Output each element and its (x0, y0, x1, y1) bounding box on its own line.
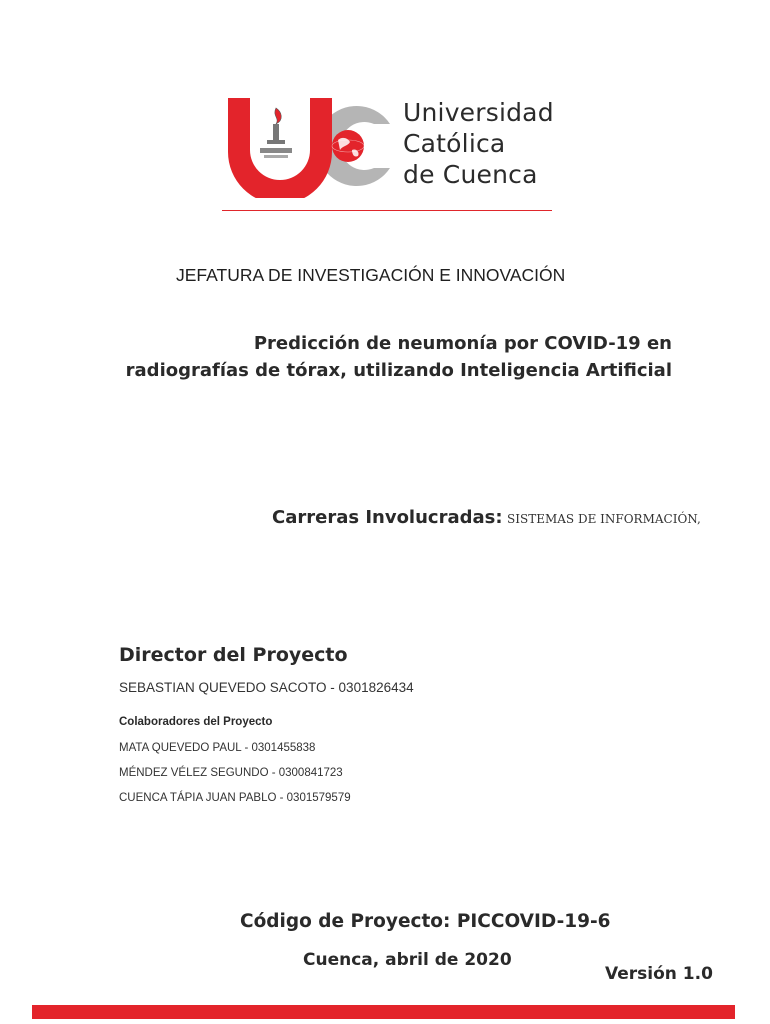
version-label: Versión 1.0 (605, 964, 713, 984)
logo-text-catolica: Católica (403, 129, 506, 158)
director-heading: Director del Proyecto (119, 644, 348, 666)
careers-label: Carreras Involucradas: (272, 507, 503, 528)
footer-bar (32, 1005, 735, 1019)
careers-involved (272, 507, 701, 528)
director-name: SEBASTIAN QUEVEDO SACOTO - 0301826434 (119, 680, 414, 695)
logo-text-universidad: Universidad (403, 98, 554, 127)
logo-text-de-cuenca: de Cuenca (403, 160, 538, 189)
globe-icon (332, 130, 364, 162)
torch-icon (260, 108, 292, 158)
department-heading: JEFATURA DE INVESTIGACIÓN E INNOVACIÓN (176, 265, 566, 285)
project-code: Código de Proyecto: PICCOVID-19-6 (240, 911, 611, 932)
header-divider (222, 210, 552, 211)
project-title-line-1: Predicción de neumonía por COVID-19 en (253, 333, 672, 354)
place-date: Cuenca, abril de 2020 (303, 950, 512, 970)
project-title-line-2: radiografías de tórax, utilizando Inteligencia Artificial (125, 360, 672, 381)
collaborator-item: MATA QUEVEDO PAUL - 0301455838 (119, 742, 316, 754)
careers-value: SISTEMAS DE INFORMACIÓN, (507, 512, 701, 526)
collaborator-item: MÉNDEZ VÉLEZ SEGUNDO - 0300841723 (119, 767, 343, 779)
collaborators-heading: Colaboradores del Proyecto (119, 716, 273, 728)
uc-emblem (224, 94, 396, 198)
collaborator-item: CUENCA TÁPIA JUAN PABLO - 0301579579 (119, 792, 351, 804)
